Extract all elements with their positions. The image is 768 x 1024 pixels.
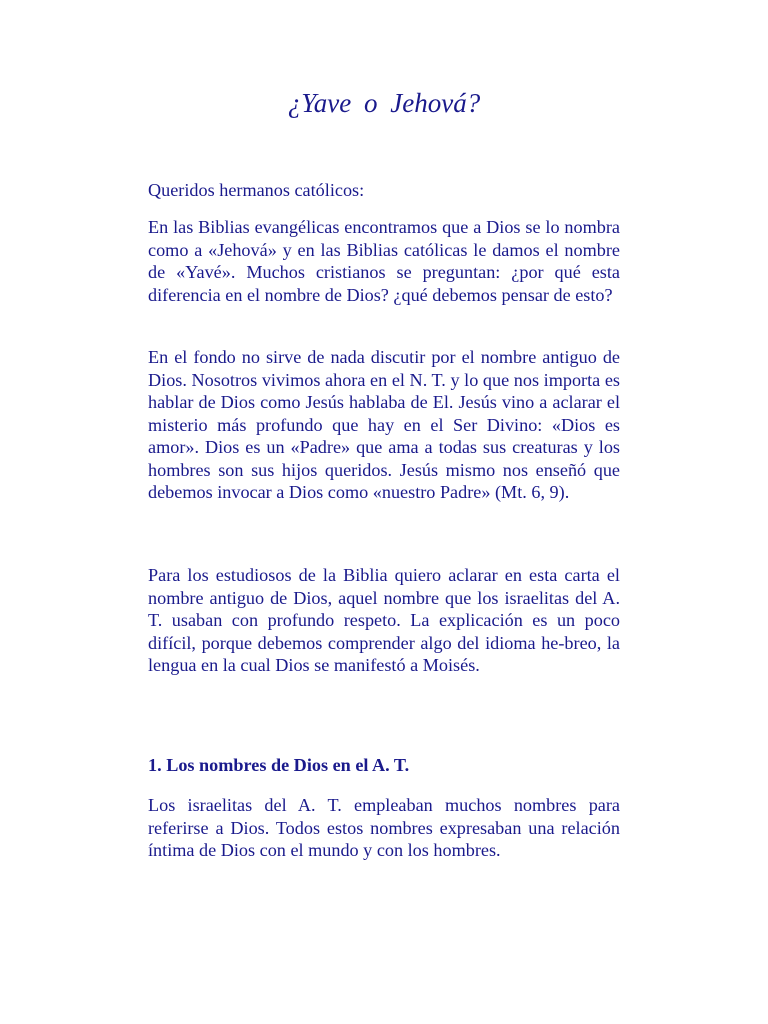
paragraph-2: En el fondo no sirve de nada discutir por el nombre antiguo de Dios. Nosotros vivimos ahora en el N. T. y lo que nos importa es hablar de Dios como Jesús hablaba de El. Jesús vino a aclarar el misterio más profundo que hay en el Ser Divino: «Dios es amor». Dios es un «Padre» que ama a todas sus creaturas y los hombres son sus hijos queridos. Jesús mismo nos enseñó que debemos invocar a Dios como «nuestro Padre» (Mt. 6, 9). bbox=[148, 347, 620, 502]
section-heading: 1. Los nombres de Dios en el A. T. bbox=[148, 755, 410, 775]
document-title: ¿Yave o Jehová? bbox=[287, 88, 481, 118]
greeting: Queridos hermanos católicos: bbox=[148, 180, 365, 200]
paragraph-1: En las Biblias evangélicas encontramos que a Dios se lo nombra como a «Jehová» y en las Biblias católicas le damos el nombre de «Yavé». Muchos cristianos se preguntan: ¿por qué esta diferencia en el nombre de Dios? ¿qué debemos pensar de esto? bbox=[148, 217, 620, 305]
section-paragraph: Los israelitas del A. T. empleaban muchos nombres para referirse a Dios. Todos estos nombres expresaban una relación íntima de Dios con el mundo y con los hombres. bbox=[148, 795, 620, 860]
paragraph-3: Para los estudiosos de la Biblia quiero aclarar en esta carta el nombre antiguo de Dios, aquel nombre que los israelitas del A. T. usaban con profundo respeto. La explicación es un poco difícil, porque debemos comprender algo del idioma he-breo, la lengua en la cual Dios se manifestó a Moisés. bbox=[148, 565, 620, 675]
